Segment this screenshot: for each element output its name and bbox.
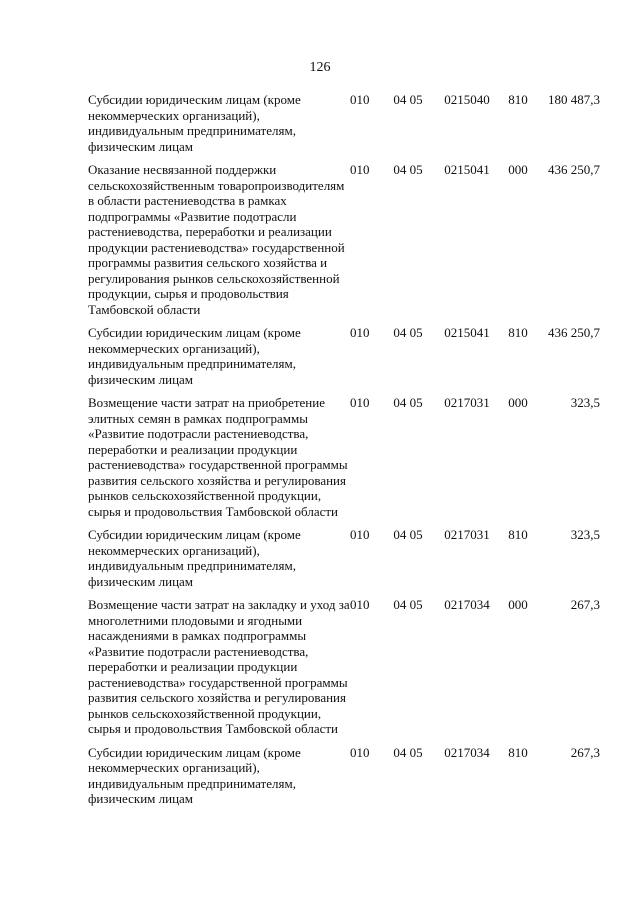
row-target-code: 0217034 — [444, 744, 490, 760]
row-amount: 180 487,3 — [548, 92, 600, 107]
row-name: Возмещение части затрат на приобретение элитных семян в рамках подпрограммы «Развитие подотрасли растениеводства, переработки и реализации продукции растениеводства» государственной программы развития сельского хозяйства и регулирования рынков сельскохозяйственной продукции, сырья и продовольствия Тамбовской области — [88, 395, 348, 519]
row-expense-type-code: 000 — [508, 597, 528, 612]
table-row — [88, 745, 600, 815]
row-section-code: 04 05 — [393, 395, 423, 410]
page-number: 126 — [309, 60, 331, 75]
row-section-code: 04 05 — [393, 162, 423, 177]
row-expense-type-code: 810 — [508, 92, 528, 107]
row-expense-type-code: 810 — [508, 744, 528, 760]
row-expense-type-code: 000 — [508, 162, 528, 177]
row-amount: 267,3 — [570, 597, 600, 612]
row-amount: 267,3 — [570, 744, 600, 760]
row-target-code: 0215040 — [444, 92, 490, 107]
table-row — [88, 597, 600, 745]
row-section-code: 04 05 — [393, 92, 423, 107]
row-name: Субсидии юридическим лицам (кроме некоммерческих организаций), индивидуальным предпринимателям, физическим лицам — [88, 325, 301, 387]
row-ministry-code: 010 — [350, 527, 370, 542]
row-ministry-code: 010 — [350, 597, 370, 612]
row-name: Возмещение части затрат на закладку и уход за многолетними плодовыми и ягодными насаждениями в рамках подпрограммы «Развитие подотрасли растениеводства, переработки и реализации продукции растениеводства» государственной программы развития сельского хозяйства и регулирования рынков сельскохозяйственной продукции, сырья и продовольствия Тамбовской области — [88, 597, 350, 736]
table-row — [88, 92, 600, 162]
row-section-code: 04 05 — [393, 325, 423, 340]
row-ministry-code: 010 — [350, 162, 370, 177]
row-ministry-code: 010 — [350, 744, 370, 760]
row-amount: 436 250,7 — [548, 325, 600, 340]
table-row — [88, 395, 600, 527]
row-target-code: 0217031 — [444, 395, 490, 410]
row-amount: 323,5 — [570, 527, 600, 542]
row-name: Субсидии юридическим лицам (кроме некоммерческих организаций), индивидуальным предпринимателям, физическим лицам — [88, 527, 301, 589]
table-row — [88, 325, 600, 395]
row-ministry-code: 010 — [350, 395, 370, 410]
row-ministry-code: 010 — [350, 92, 370, 107]
row-expense-type-code: 810 — [508, 527, 528, 542]
row-name: Субсидии юридическим лицам (кроме некоммерческих организаций), индивидуальным предпринимателям, физическим лицам — [88, 744, 301, 806]
row-amount: 436 250,7 — [548, 162, 600, 177]
budget-table — [88, 92, 600, 815]
row-ministry-code: 010 — [350, 325, 370, 340]
row-target-code: 0217034 — [444, 597, 490, 612]
row-amount: 323,5 — [570, 395, 600, 410]
row-section-code: 04 05 — [393, 597, 423, 612]
row-section-code: 04 05 — [393, 527, 423, 542]
row-expense-type-code: 810 — [508, 325, 528, 340]
row-expense-type-code: 000 — [508, 395, 528, 410]
row-target-code: 0215041 — [444, 162, 490, 177]
row-target-code: 0217031 — [444, 527, 490, 542]
row-target-code: 0215041 — [444, 325, 490, 340]
row-name: Оказание несвязанной поддержки сельскохозяйственным товаропроизводителям в области растениеводства в рамках подпрограммы «Развитие подотрасли растениеводства, переработки и реализации продукции растениеводства» государственной программы развития сельского хозяйства и регулирования рынков сельскохозяйственной продукции, сырья и продовольствия Тамбовской области — [88, 162, 345, 317]
row-section-code: 04 05 — [393, 744, 423, 760]
table-row — [88, 162, 600, 325]
row-name: Субсидии юридическим лицам (кроме некоммерческих организаций), индивидуальным предпринимателям, физическим лицам — [88, 92, 301, 154]
table-row — [88, 527, 600, 597]
